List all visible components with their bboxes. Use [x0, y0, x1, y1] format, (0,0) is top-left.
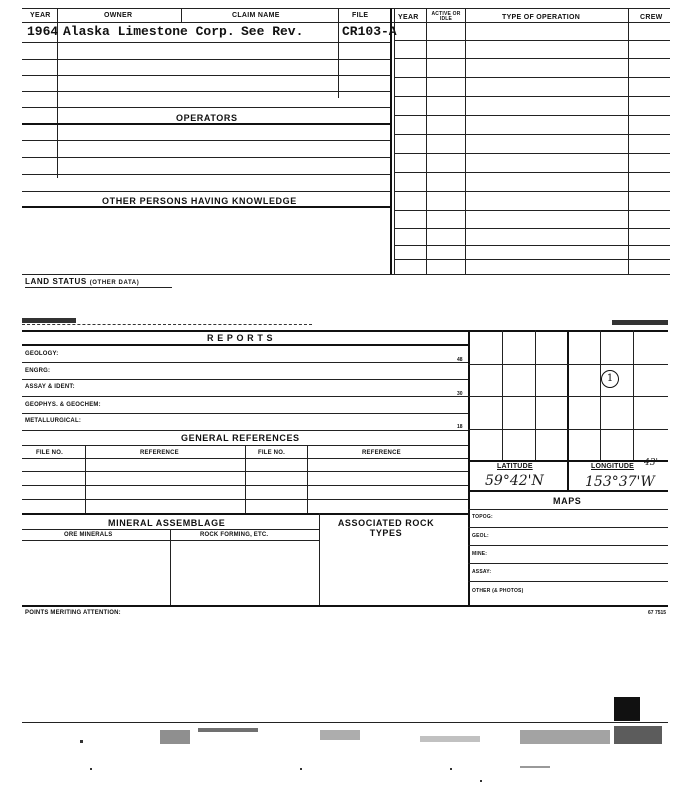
- latitude-label: LATITUDE: [497, 463, 533, 470]
- map-other: OTHER (& PHOTOS): [472, 588, 524, 594]
- ref-header-reference-1: REFERENCE: [140, 450, 179, 456]
- header-claim-name: CLAIM NAME: [232, 12, 280, 19]
- ore-minerals-header: ORE MINERALS: [64, 532, 113, 538]
- report-num-18: 18: [457, 424, 463, 430]
- header-year: YEAR: [30, 12, 51, 19]
- header-owner: OWNER: [104, 12, 133, 19]
- map-mine: MINE:: [472, 551, 488, 557]
- row1-year: 1964: [27, 24, 59, 39]
- associated-rock-types-title: ASSOCIATED ROCK TYPES: [337, 518, 435, 538]
- rock-forming-header: ROCK FORMING, ETC.: [200, 532, 269, 538]
- form-number: 67 7515: [648, 610, 667, 616]
- row1-file: CR103-A: [342, 24, 397, 39]
- land-status-label: LAND STATUS: [25, 277, 87, 286]
- row1-owner: Alaska Limestone Corp.: [63, 24, 235, 39]
- ref-header-file-no-1: FILE NO.: [36, 450, 63, 456]
- other-persons-title: OTHER PERSONS HAVING KNOWLEDGE: [102, 196, 297, 206]
- mineral-assemblage-title: MINERAL ASSEMBLAGE: [108, 518, 226, 528]
- report-engrg: ENGRG:: [25, 368, 51, 374]
- map-assay: ASSAY:: [472, 569, 492, 575]
- land-status-title: [25, 277, 139, 286]
- points-meriting-attention: POINTS MERITING ATTENTION:: [25, 610, 121, 616]
- report-metallurgical: METALLURGICAL:: [25, 418, 82, 424]
- general-references-title: GENERAL REFERENCES: [181, 433, 300, 443]
- operators-title: OPERATORS: [176, 113, 238, 123]
- grid-circle-mark: 1: [601, 370, 619, 388]
- ref-header-file-no-2: FILE NO.: [258, 450, 285, 456]
- ref-header-reference-2: REFERENCE: [362, 450, 401, 456]
- report-geophys: GEOPHYS. & GEOCHEM:: [25, 402, 101, 408]
- land-status-sub: (OTHER DATA): [89, 280, 140, 286]
- header-type-of-operation: TYPE OF OPERATION: [502, 14, 581, 21]
- maps-title: MAPS: [553, 496, 582, 506]
- report-num-30: 30: [457, 391, 463, 397]
- header-crew: CREW: [640, 14, 663, 21]
- map-geol: GEOL:: [472, 533, 489, 539]
- longitude-value: 153°37'W: [585, 474, 655, 490]
- longitude-label: LONGITUDE: [591, 463, 635, 470]
- longitude-note: 43': [644, 458, 658, 468]
- header-file: FILE: [352, 12, 369, 19]
- row1-claim-name: See Rev.: [241, 24, 304, 39]
- latitude-value: 59°42'N: [485, 473, 544, 489]
- report-assay: ASSAY & IDENT:: [25, 384, 75, 390]
- header-year-2: YEAR: [398, 14, 419, 21]
- map-topog: TOPOG:: [472, 514, 493, 520]
- report-geology: GEOLOGY:: [25, 351, 59, 357]
- header-active-idle: ACTIVE OR IDLE: [431, 11, 461, 22]
- reports-title: R E P O R T S: [207, 333, 274, 343]
- report-num-48: 48: [457, 357, 463, 363]
